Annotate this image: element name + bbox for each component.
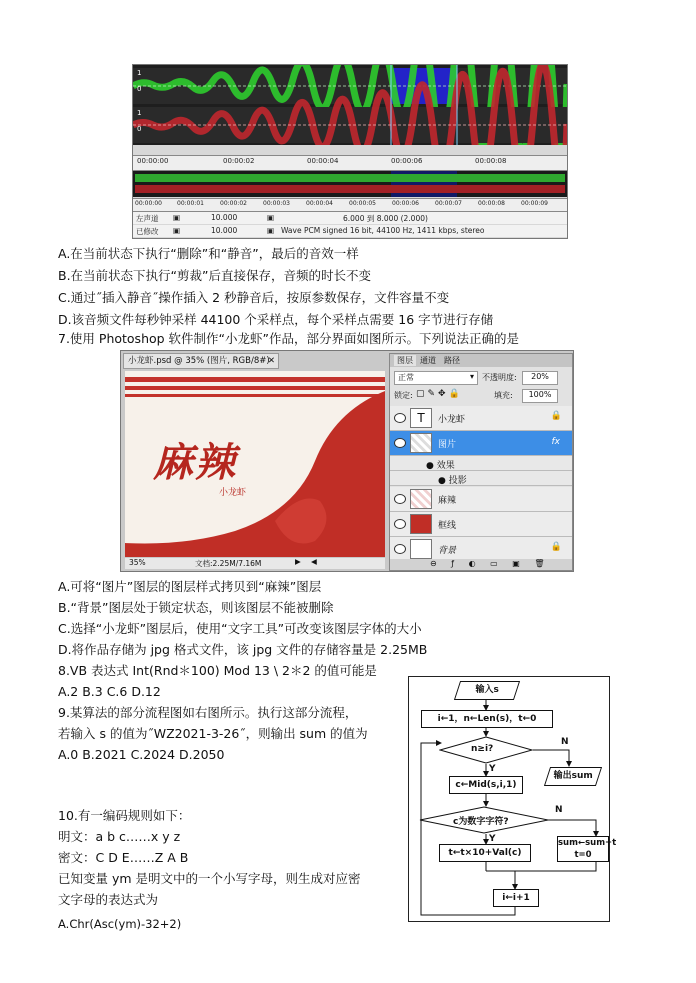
overview-tick: 00:00:08 bbox=[478, 200, 505, 207]
overview-tick: 00:00:07 bbox=[435, 200, 462, 207]
layer-name: 麻辣 bbox=[438, 496, 457, 506]
effects-label: ● 效果 bbox=[426, 461, 455, 471]
layer-thumbnail bbox=[410, 539, 432, 559]
lock-icon: 🔒 bbox=[550, 411, 562, 421]
overview-tick: 00:00:02 bbox=[220, 200, 247, 207]
layer-thumbnail bbox=[410, 433, 432, 453]
opacity-input[interactable]: 20% bbox=[522, 371, 558, 385]
format-info: Wave PCM signed 16 bit, 44100 Hz, 1411 kbps, stereo bbox=[281, 226, 485, 235]
document-status-bar bbox=[125, 558, 385, 569]
overview-tick: 00:00:05 bbox=[349, 200, 376, 207]
tab-channels[interactable]: 通道 bbox=[420, 356, 436, 365]
overview-ruler bbox=[133, 198, 567, 212]
q7-option-c: C.选择“小龙虾”图层后，使用“文字工具”可改变该图层字体的大小 bbox=[58, 621, 422, 636]
q9-options: A.0 B.2021 C.2024 D.2050 bbox=[58, 747, 225, 762]
blend-mode-value: 正常 bbox=[398, 373, 414, 382]
selection-range: 6.000 到 8.000 (2.000) bbox=[343, 214, 428, 223]
layer-thumbnail bbox=[410, 514, 432, 534]
layer-name: 小龙虾 bbox=[438, 415, 466, 425]
q7-option-d: D.将作品存储为 jpg 格式文件，该 jpg 文件的存储容量是 2.25MB bbox=[58, 642, 428, 657]
condition-digit-label: c为数字字符? bbox=[453, 817, 509, 827]
status-row-format bbox=[133, 225, 567, 237]
ruler-tick: 00:00:02 bbox=[223, 157, 255, 165]
no-label: N bbox=[561, 737, 569, 747]
q8-options: A.2 B.3 C.6 D.12 bbox=[58, 684, 161, 699]
q6-option-a: A.在当前状态下执行“删除”和“静音”，最后的音效一样 bbox=[58, 246, 359, 261]
increment-node: i←i+1 bbox=[493, 889, 539, 907]
overview-tick: 00:00:09 bbox=[521, 200, 548, 207]
update-sum-node bbox=[557, 836, 617, 862]
ruler-tick: 00:00:06 bbox=[391, 157, 423, 165]
canvas-subtitle-text: 小龙虾 bbox=[219, 488, 247, 498]
update-sum-label: sum←sum+t bbox=[558, 838, 617, 848]
mid-node: c←Mid(s,i,1) bbox=[449, 776, 523, 794]
q10-line3: 密文：C D E……Z A B bbox=[58, 850, 189, 865]
overview-tick: 00:00:03 bbox=[263, 200, 290, 207]
channel-tick: 1 bbox=[137, 109, 142, 117]
canvas-title-text: 麻辣 bbox=[153, 439, 237, 486]
layers-panel-toolbar[interactable]: ⊖ ƒ ◐ ▭ ▣ 🗑 bbox=[390, 559, 572, 570]
q6-option-c: C.通过˝插入静音˝操作插入 2 秒静音后，按原参数保存，文件容量不变 bbox=[58, 290, 450, 305]
init-node: i←1，n←Len(s)，t←0 bbox=[421, 710, 553, 728]
layer-thumbnail bbox=[410, 489, 432, 509]
drop-shadow-row[interactable] bbox=[390, 471, 572, 486]
length-value: 10.000 bbox=[211, 213, 238, 222]
layer-row-mala[interactable] bbox=[390, 487, 572, 512]
scroll-left-icon[interactable]: ◀ bbox=[311, 557, 317, 566]
eye-icon[interactable] bbox=[394, 413, 406, 423]
yes-label: Y bbox=[489, 834, 496, 844]
doc-icon: ▣ bbox=[267, 213, 275, 222]
q10-line5: 文字母的表达式为 bbox=[58, 892, 159, 907]
layer-name: 背景 bbox=[438, 546, 457, 556]
q7-stem: 7.使用 Photoshop 软件制作“小龙虾”作品，部分界面如图所示。下列说法正确的是 bbox=[58, 331, 519, 346]
overview-tick: 00:00:01 bbox=[177, 200, 204, 207]
lock-label: 锁定: bbox=[394, 391, 413, 400]
photoshop-figure bbox=[120, 350, 574, 572]
doc-icon: ▣ bbox=[173, 213, 181, 222]
q9-stem-line2: 若输入 s 的值为˝WZ2021-3-26˝，则输出 sum 的值为 bbox=[58, 726, 368, 741]
q7-option-a: A.可将“图片”图层的图层样式拷贝到“麻辣”图层 bbox=[58, 579, 322, 594]
eye-icon[interactable] bbox=[394, 438, 406, 448]
q10-line1: 10.有一编码规则如下： bbox=[58, 808, 191, 823]
layer-row-frame[interactable] bbox=[390, 512, 572, 537]
layer-name: 框线 bbox=[438, 521, 457, 531]
update-t-node: t←t×10+Val(c) bbox=[439, 844, 531, 862]
channel-tick: 0 bbox=[137, 125, 142, 133]
waveform-area bbox=[133, 65, 567, 145]
q10-line4: 已知变量 ym 是明文中的一个小写字母，则生成对应密 bbox=[58, 871, 361, 886]
q6-option-d: D.该音频文件每秒钟采样 44100 个采样点，每个采样点需要 16 字节进行存储 bbox=[58, 312, 494, 327]
tab-paths[interactable]: 路径 bbox=[444, 356, 460, 365]
document-tab-title: 小龙虾.psd @ 35% (图片, RGB/8#) bbox=[128, 356, 270, 366]
overview-tick: 00:00:06 bbox=[392, 200, 419, 207]
q6-option-b: B.在当前状态下执行“剪裁”后直接保存，音频的时长不变 bbox=[58, 268, 372, 283]
q8-stem: 8.VB 表达式 Int(Rnd＊100) Mod 13 \ 2＊2 的值可能是 bbox=[58, 663, 377, 678]
condition-n-ge-i-label: n≥i? bbox=[471, 744, 494, 754]
drop-shadow-label: ● 投影 bbox=[438, 476, 467, 486]
input-s-node: 输入s bbox=[454, 681, 520, 700]
channel-tick: 1 bbox=[137, 69, 142, 77]
opacity-label: 不透明度: bbox=[482, 373, 517, 382]
lock-icons[interactable]: ▢✎✥🔒 bbox=[416, 389, 463, 399]
overview-tick: 00:00:00 bbox=[135, 200, 162, 207]
ruler-tick: 00:00:04 bbox=[307, 157, 339, 165]
yes-label: Y bbox=[489, 764, 496, 774]
layer-name: 图片 bbox=[438, 440, 457, 450]
q10-option-a: A.Chr(Asc(ym)-32+2) bbox=[58, 917, 182, 931]
status-row-selection bbox=[133, 212, 567, 224]
chevron-down-icon: ▾ bbox=[469, 372, 474, 381]
document-size: 文档:2.25M/7.16M bbox=[195, 559, 262, 568]
fx-icon: fx bbox=[551, 437, 560, 447]
lock-icon: 🔒 bbox=[550, 542, 562, 552]
layers-panel bbox=[389, 353, 573, 571]
eye-icon[interactable] bbox=[394, 544, 406, 554]
overview-waveform[interactable] bbox=[133, 171, 567, 197]
eye-icon[interactable] bbox=[394, 494, 406, 504]
canvas[interactable] bbox=[125, 371, 385, 557]
tab-layers[interactable]: 图层 bbox=[394, 355, 416, 366]
close-icon[interactable]: ✕ bbox=[267, 356, 275, 366]
no-label: N bbox=[555, 805, 563, 815]
text-layer-icon: T bbox=[410, 408, 432, 428]
length-value: 10.000 bbox=[211, 226, 238, 235]
panel-tabs bbox=[390, 354, 572, 367]
doc-icon: ▣ bbox=[173, 226, 181, 235]
zoom-level: 35% bbox=[129, 558, 146, 567]
reset-t-label: t=0 bbox=[574, 850, 592, 860]
q7-option-b: B.“背景”图层处于锁定状态，则该图层不能被删除 bbox=[58, 600, 334, 615]
channel-label: 左声道 bbox=[136, 214, 159, 223]
ruler-tick: 00:00:08 bbox=[475, 157, 507, 165]
modified-label: 已修改 bbox=[136, 227, 159, 236]
overview-tick: 00:00:04 bbox=[306, 200, 333, 207]
layer-row-text[interactable] bbox=[390, 406, 572, 431]
document-tab[interactable] bbox=[123, 353, 279, 369]
fill-input[interactable]: 100% bbox=[522, 389, 558, 403]
channel-tick: 0 bbox=[137, 85, 142, 93]
time-ruler bbox=[133, 155, 567, 171]
effects-row[interactable] bbox=[390, 456, 572, 471]
output-sum-node: 输出sum bbox=[544, 767, 602, 786]
layer-row-image[interactable] bbox=[390, 431, 572, 456]
play-icon[interactable]: ▶ bbox=[295, 557, 301, 566]
blend-mode-select[interactable] bbox=[394, 371, 478, 385]
ruler-tick: 00:00:00 bbox=[137, 157, 169, 165]
q10-line2: 明文：a b c……x y z bbox=[58, 829, 181, 844]
eye-icon[interactable] bbox=[394, 519, 406, 529]
doc-icon: ▣ bbox=[267, 226, 275, 235]
flowchart bbox=[408, 676, 617, 922]
fill-label: 填充: bbox=[494, 391, 513, 400]
q9-stem-line1: 9.某算法的部分流程图如右图所示。执行这部分流程， bbox=[58, 705, 358, 720]
audio-editor-figure bbox=[132, 64, 568, 239]
